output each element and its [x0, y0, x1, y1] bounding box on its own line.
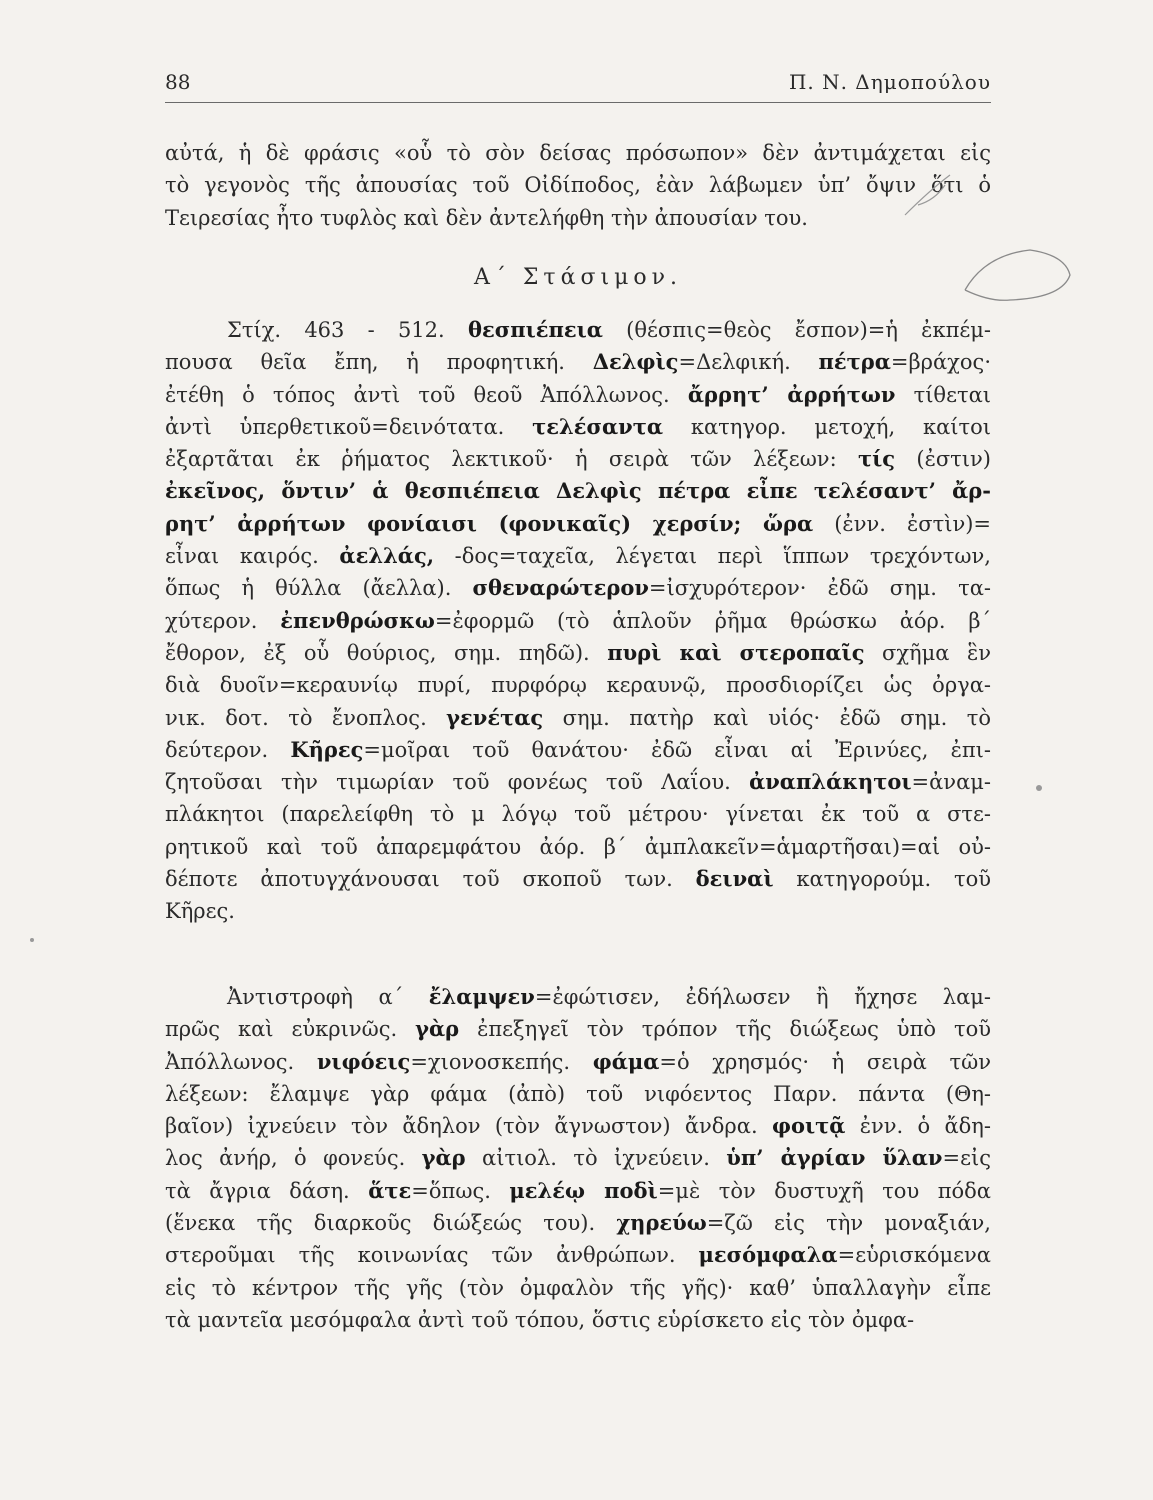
- lemma-term: Κῆρες: [290, 736, 364, 762]
- text-run: =ζῶ εἰς τὴν μοναξιάν,: [706, 1211, 991, 1236]
- text-run: νικ. δοτ. τὸ ἔνοπλος.: [165, 705, 447, 730]
- text-run: λος ἀνήρ, ὁ φονεύς.: [165, 1146, 422, 1171]
- lemma-term: ἄρρητ’ ἀρρήτων: [687, 381, 896, 407]
- text-run: σημ. πατὴρ καὶ υἱός· ἐδῶ σημ. τὸ: [543, 705, 991, 730]
- text-run: =ἰσχυρότερον· ἐδῶ σημ. τα-: [648, 576, 991, 601]
- lemma-term: φοιτᾷ: [771, 1113, 846, 1139]
- text-run: ὅπως ἡ θύλλα (ἄελλα).: [165, 576, 473, 601]
- lemma-term: γὰρ: [421, 1145, 466, 1171]
- text-run: Ἀπόλλωνος.: [165, 1049, 317, 1074]
- text-run: =Δελφική.: [678, 350, 819, 375]
- text-run: -δος=ταχεῖα, λέγεται περὶ ἵππων τρεχόντων,: [434, 544, 991, 569]
- text-run: Τειρεσίας ἦτο τυφλὸς καὶ δὲν ἀντελήφθη τὴν ἀπουσίαν του.: [165, 205, 808, 230]
- lemma-term: δειναὶ: [695, 866, 774, 892]
- lemma-term: σθεναρώτερον: [472, 575, 649, 601]
- text-run: αὐτά, ἡ δὲ φράσις «οὗ τὸ σὸν δείσας πρόσωπον» δὲν ἀντιμάχεται εἰς: [165, 141, 991, 165]
- text-run: δεύτερον.: [165, 737, 291, 762]
- lemma-term: νιφόεις: [316, 1048, 411, 1074]
- text-run: τὰ μαντεῖα μεσόμφαλα ἀντὶ τοῦ τόπου, ὅστις εὑρίσκετο εἰς τὸν ὀμφα-: [165, 1307, 915, 1332]
- text-run: Ἀντιστροφὴ α΄: [227, 985, 429, 1009]
- text-run: (ἐνν. ἐστὶν)=: [813, 511, 991, 536]
- text-run: =ἐφορμῶ (τὸ ἁπλοῦν ῥῆμα θρώσκω ἀόρ. β΄: [434, 608, 991, 633]
- lemma-term: ἔλαμψεν: [428, 984, 535, 1009]
- lemma-term: φάμα: [592, 1048, 660, 1074]
- text-run: ἐνν. ὁ ἄδη-: [845, 1114, 991, 1139]
- paper-speck: [30, 938, 34, 942]
- text-run: λέξεων: ἔλαμψε γὰρ φάμα (ἀπὸ) τοῦ νιφόεντος Παρν. πάντα (Θη-: [165, 1081, 991, 1106]
- text-run: στεροῦμαι τῆς κοινωνίας τῶν ἀνθρώπων.: [165, 1243, 699, 1268]
- text-run: =ὅπως.: [411, 1178, 510, 1203]
- text-run: =ἀναμ-: [911, 770, 991, 795]
- pencil-bracket: [965, 250, 1070, 300]
- paper-speck: [1036, 785, 1042, 791]
- text-run: τίθεται: [895, 382, 991, 407]
- text-run: βαῖον) ἰχνεύειν τὸν ἄδηλον (τὸν ἄγνωστον) ἄνδρα.: [165, 1114, 772, 1139]
- lemma-term: μεσόμφαλα: [698, 1242, 838, 1268]
- lemma-term: ρητ’ ἀρρήτων φονίαισι (φονικαῖς) χερσίν; ὥρα: [165, 510, 814, 536]
- text-run: =μοῖραι τοῦ θανάτου· ἐδῶ εἶναι αἱ Ἐρινύες, ἐπι-: [363, 737, 991, 762]
- text-run: Κῆρες.: [165, 899, 235, 924]
- text-run: κατηγορ. μετοχή, καίτοι: [663, 414, 991, 439]
- lemma-term: ἐκεῖνος, ὅντιν’ ἁ θεσπιέπεια Δελφὶς πέτρα εἶπε τελέσαντ’ ἄρ-: [165, 478, 991, 504]
- lemma-term: γὰρ: [415, 1016, 460, 1042]
- lemma-term: ἅτε: [368, 1177, 412, 1203]
- lemma-term: ἀελλάς,: [339, 543, 435, 569]
- section-heading: Α΄ Στάσιμον.: [473, 265, 683, 290]
- text-run: ἐξαρτᾶται ἐκ ῥήματος λεκτικοῦ· ἡ σειρὰ τῶν λέξεων:: [165, 447, 858, 472]
- text-run: εἶναι καιρός.: [165, 544, 340, 569]
- text-run: =εἰς: [942, 1146, 991, 1171]
- text-run: δέποτε ἀποτυγχάνουσαι τοῦ σκοποῦ των.: [165, 867, 696, 892]
- lemma-term: χηρεύω: [616, 1210, 707, 1236]
- text-run: πουσα θεῖα ἔπη, ἡ προφητική.: [165, 350, 593, 375]
- text-run: σχῆμα ἓν: [864, 640, 991, 665]
- lemma-term: ἀναπλάκητοι: [749, 769, 912, 795]
- lemma-term: πυρὶ καὶ στεροπαῖς: [607, 639, 865, 665]
- text-run: εἰς τὸ κέντρον τῆς γῆς (τὸν ὀμφαλὸν τῆς γῆς)· καθ’ ὑπαλλαγὴν εἶπε: [165, 1275, 991, 1300]
- lemma-term: τελέσαντα: [532, 413, 664, 439]
- text-run: (θέσπις=θεὸς ἔσπον)=ἡ ἐκπέμ-: [602, 318, 991, 342]
- lemma-term: τίς: [857, 446, 896, 472]
- lemma-term: ἐπενθρώσκω: [280, 607, 435, 633]
- text-run: ἐπεξηγεῖ τὸν τρόπον τῆς διώξεως ὑπὸ τοῦ: [459, 1017, 991, 1042]
- text-run: =ἐφώτισεν, ἐδήλωσεν ἢ ἤχησε λαμ-: [534, 985, 991, 1009]
- text-run: κατηγορούμ. τοῦ: [773, 867, 991, 892]
- lemma-term: πέτρα: [818, 349, 891, 375]
- text-run: ἔθορον, ἐξ οὗ θούριος, σημ. πηδῶ).: [165, 640, 608, 665]
- text-run: ἀντὶ ὑπερθετικοῦ=δεινότατα.: [165, 414, 533, 439]
- text-run: ἐτέθη ὁ τόπος ἀντὶ τοῦ θεοῦ Ἀπόλλωνος.: [165, 382, 688, 407]
- text-run: αἰτιολ. τὸ ἰχνεύειν.: [465, 1146, 727, 1171]
- lemma-term: μελέῳ ποδὶ: [509, 1177, 658, 1203]
- text-run: τὰ ἄγρια δάση.: [165, 1178, 369, 1203]
- text-run: τὸ γεγονὸς τῆς ἀπουσίας τοῦ Οἰδίποδος, ἐὰν λάβωμεν ὑπ’ ὄψιν ὅτι ὁ: [165, 173, 991, 198]
- text-run: Στίχ. 463 - 512.: [227, 318, 468, 342]
- text-run: (ἐστιν): [895, 447, 991, 472]
- lemma-term: ὑπ’ ἀγρίαν ὕλαν: [726, 1145, 943, 1171]
- pencil-stroke: [918, 185, 945, 205]
- text-run: =βράχος·: [890, 350, 991, 375]
- text-run: ρητικοῦ καὶ τοῦ ἀπαρεμφάτου ἀόρ. β΄ ἀμπλακεῖν=ἁμαρτῆσαι)=αἱ οὐ-: [165, 834, 991, 859]
- text-run: ζητοῦσαι τὴν τιμωρίαν τοῦ φονέως τοῦ Λαΐου.: [165, 770, 750, 795]
- lemma-term: γενέτας: [446, 704, 544, 730]
- text-run: =εὑρισκόμενα: [837, 1243, 991, 1268]
- text-run: =χιονοσκεπής.: [410, 1049, 593, 1074]
- text-run: =μὲ τὸν δυστυχῆ του πόδα: [657, 1178, 991, 1203]
- text-run: =ὁ χρησμός· ἡ σειρὰ τῶν: [659, 1049, 991, 1074]
- pencil-stroke: [905, 175, 950, 215]
- lemma-term: Δελφὶς: [592, 349, 679, 375]
- text-run: πλάκητοι (παρελείφθη τὸ μ λόγῳ τοῦ μέτρου· γίνεται ἐκ τοῦ α στε-: [165, 802, 991, 827]
- page-number: 88: [165, 70, 191, 94]
- lemma-term: θεσπιέπεια: [467, 317, 603, 342]
- text-run: διὰ δυοῖν=κεραυνίῳ πυρί, πυρφόρῳ κεραυνῷ, προσδιορίζει ὡς ὀργα-: [165, 673, 991, 698]
- running-head-author: Π. Ν. Δημοπούλου: [788, 70, 991, 94]
- text-run: (ἕνεκα τῆς διαρκοῦς διώξεώς του).: [165, 1211, 617, 1236]
- text-run: πρῶς καὶ εὐκρινῶς.: [165, 1017, 416, 1042]
- text-run: χύτερον.: [165, 608, 281, 633]
